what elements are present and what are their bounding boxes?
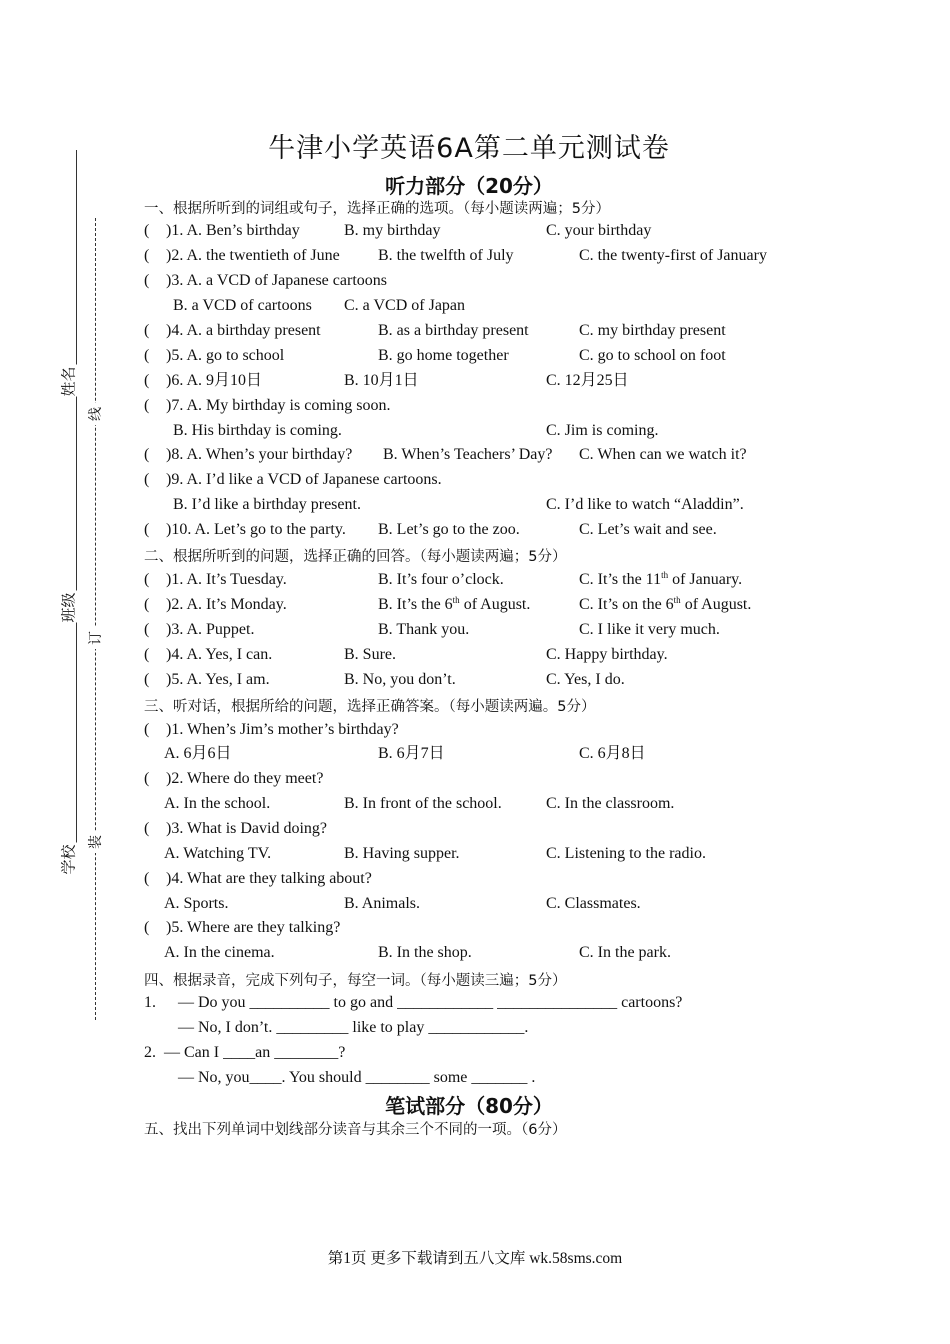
q1-item-9-options: B. I’d like a birthday present. C. I’d like to watch “Aladdin”. bbox=[173, 496, 744, 513]
q3-item-2-options: A. In the school. B. In front of the school. C. In the classroom. bbox=[164, 795, 675, 812]
binding-line-solid bbox=[76, 150, 77, 870]
q3-item-3-options: A. Watching TV. B. Having supper. C. Listening to the radio. bbox=[164, 845, 706, 862]
page-title: 牛津小学英语6A第二单元测试卷 bbox=[268, 133, 670, 164]
q3-item-3: ( )3. What is David doing? bbox=[144, 820, 328, 837]
q2-item-5: ( )5. A. Yes, I am. B. No, you don’t. C. Yes, I do. bbox=[144, 671, 625, 688]
q2-item-1: ( )1. A. It’s Tuesday. B. It’s four o’clock. C. It’s the 11th of January. bbox=[144, 570, 743, 588]
q3-item-5: ( )5. Where are they talking? bbox=[144, 919, 341, 936]
q1-item-9: ( )9. A. I’d like a VCD of Japanese cartoons. bbox=[144, 471, 442, 488]
binding-line-dashed bbox=[95, 218, 96, 1020]
q1-item-6: ( )6. A. 9月10日 B. 10月1日 C. 12月25日 bbox=[144, 372, 629, 389]
section-4-heading: 四、根据录音，完成下列句子，每空一词。（每小题读三遍；5分） bbox=[144, 973, 567, 989]
q1-item-3: ( )3. A. a VCD of Japanese cartoons bbox=[144, 272, 387, 289]
q3-item-4: ( )4. What are they talking about? bbox=[144, 870, 372, 887]
label-ding: 订 bbox=[85, 627, 105, 649]
q2-item-2: ( )2. A. It’s Monday. B. It’s the 6th of August. C. It’s on the 6th of August. bbox=[144, 595, 752, 613]
q1-item-8: ( )8. A. When’s your birthday? B. When’s Teachers’ Day? C. When can we watch it? bbox=[144, 446, 747, 463]
section-1-heading: 一、根据所听到的词组或句子，选择正确的选项。（每小题读两遍；5分） bbox=[144, 201, 610, 217]
label-xian: 线 bbox=[85, 403, 105, 425]
q1-item-4: ( )4. A. a birthday present B. as a birthday present C. my birthday present bbox=[144, 322, 726, 339]
q4-item-2: 2. — Can I ____an ________? bbox=[144, 1044, 346, 1061]
q4-item-1-reply: — No, I don’t. _________ like to play ____________. bbox=[178, 1019, 529, 1036]
writing-header: 笔试部分（80分） bbox=[385, 1094, 553, 1118]
q3-item-5-options: A. In the cinema. B. In the shop. C. In the park. bbox=[164, 944, 671, 961]
q4-item-2-reply: — No, you____. You should ________ some _______ . bbox=[178, 1069, 536, 1086]
page-footer: 第1页 更多下载请到五八文库 wk.58sms.com bbox=[327, 1250, 623, 1267]
q3-item-2: ( )2. Where do they meet? bbox=[144, 770, 324, 787]
q1-item-7: ( )7. A. My birthday is coming soon. bbox=[144, 397, 391, 414]
q2-item-4: ( )4. A. Yes, I can. B. Sure. C. Happy birthday. bbox=[144, 646, 668, 663]
label-name: 姓名 bbox=[59, 366, 78, 397]
q3-item-4-options: A. Sports. B. Animals. C. Classmates. bbox=[164, 895, 641, 912]
q1-item-3-options: B. a VCD of cartoons C. a VCD of Japan bbox=[173, 297, 466, 314]
q1-item-10: ( )10. A. Let’s go to the party. B. Let’s go to the zoo. C. Let’s wait and see. bbox=[144, 521, 717, 538]
q1-item-2: ( )2. A. the twentieth of June B. the twelfth of July C. the twenty-first of January bbox=[144, 247, 767, 264]
section-3-heading: 三、听对话，根据所给的问题，选择正确答案。（每小题读两遍。5分） bbox=[144, 699, 596, 715]
label-zhuang: 装 bbox=[85, 831, 105, 853]
label-school: 学校 bbox=[59, 844, 78, 875]
q2-item-3: ( )3. A. Puppet. B. Thank you. C. I like it very much. bbox=[144, 621, 720, 638]
listening-header: 听力部分（20分） bbox=[385, 174, 553, 198]
q3-item-1: ( )1. When’s Jim’s mother’s birthday? bbox=[144, 721, 399, 738]
section-5-heading: 五、找出下列单词中划线部分读音与其余三个不同的一项。（6分） bbox=[144, 1122, 567, 1138]
paren: ( bbox=[144, 222, 150, 239]
q1-item-1: ( )1. A. Ben’s birthday B. my birthday C. your birthday bbox=[144, 219, 844, 243]
q3-item-1-options: A. 6月6日 B. 6月7日 C. 6月8日 bbox=[164, 745, 646, 762]
label-class: 班级 bbox=[59, 592, 78, 623]
q1-item-7-options: B. His birthday is coming. C. Jim is coming. bbox=[173, 422, 659, 439]
q4-item-1: 1. — Do you __________ to go and ____________ _______________ cartoons? bbox=[144, 994, 683, 1011]
q1-item-5: ( )5. A. go to school B. go home together C. go to school on foot bbox=[144, 347, 726, 364]
section-2-heading: 二、根据所听到的问题，选择正确的回答。（每小题读两遍；5分） bbox=[144, 549, 567, 565]
